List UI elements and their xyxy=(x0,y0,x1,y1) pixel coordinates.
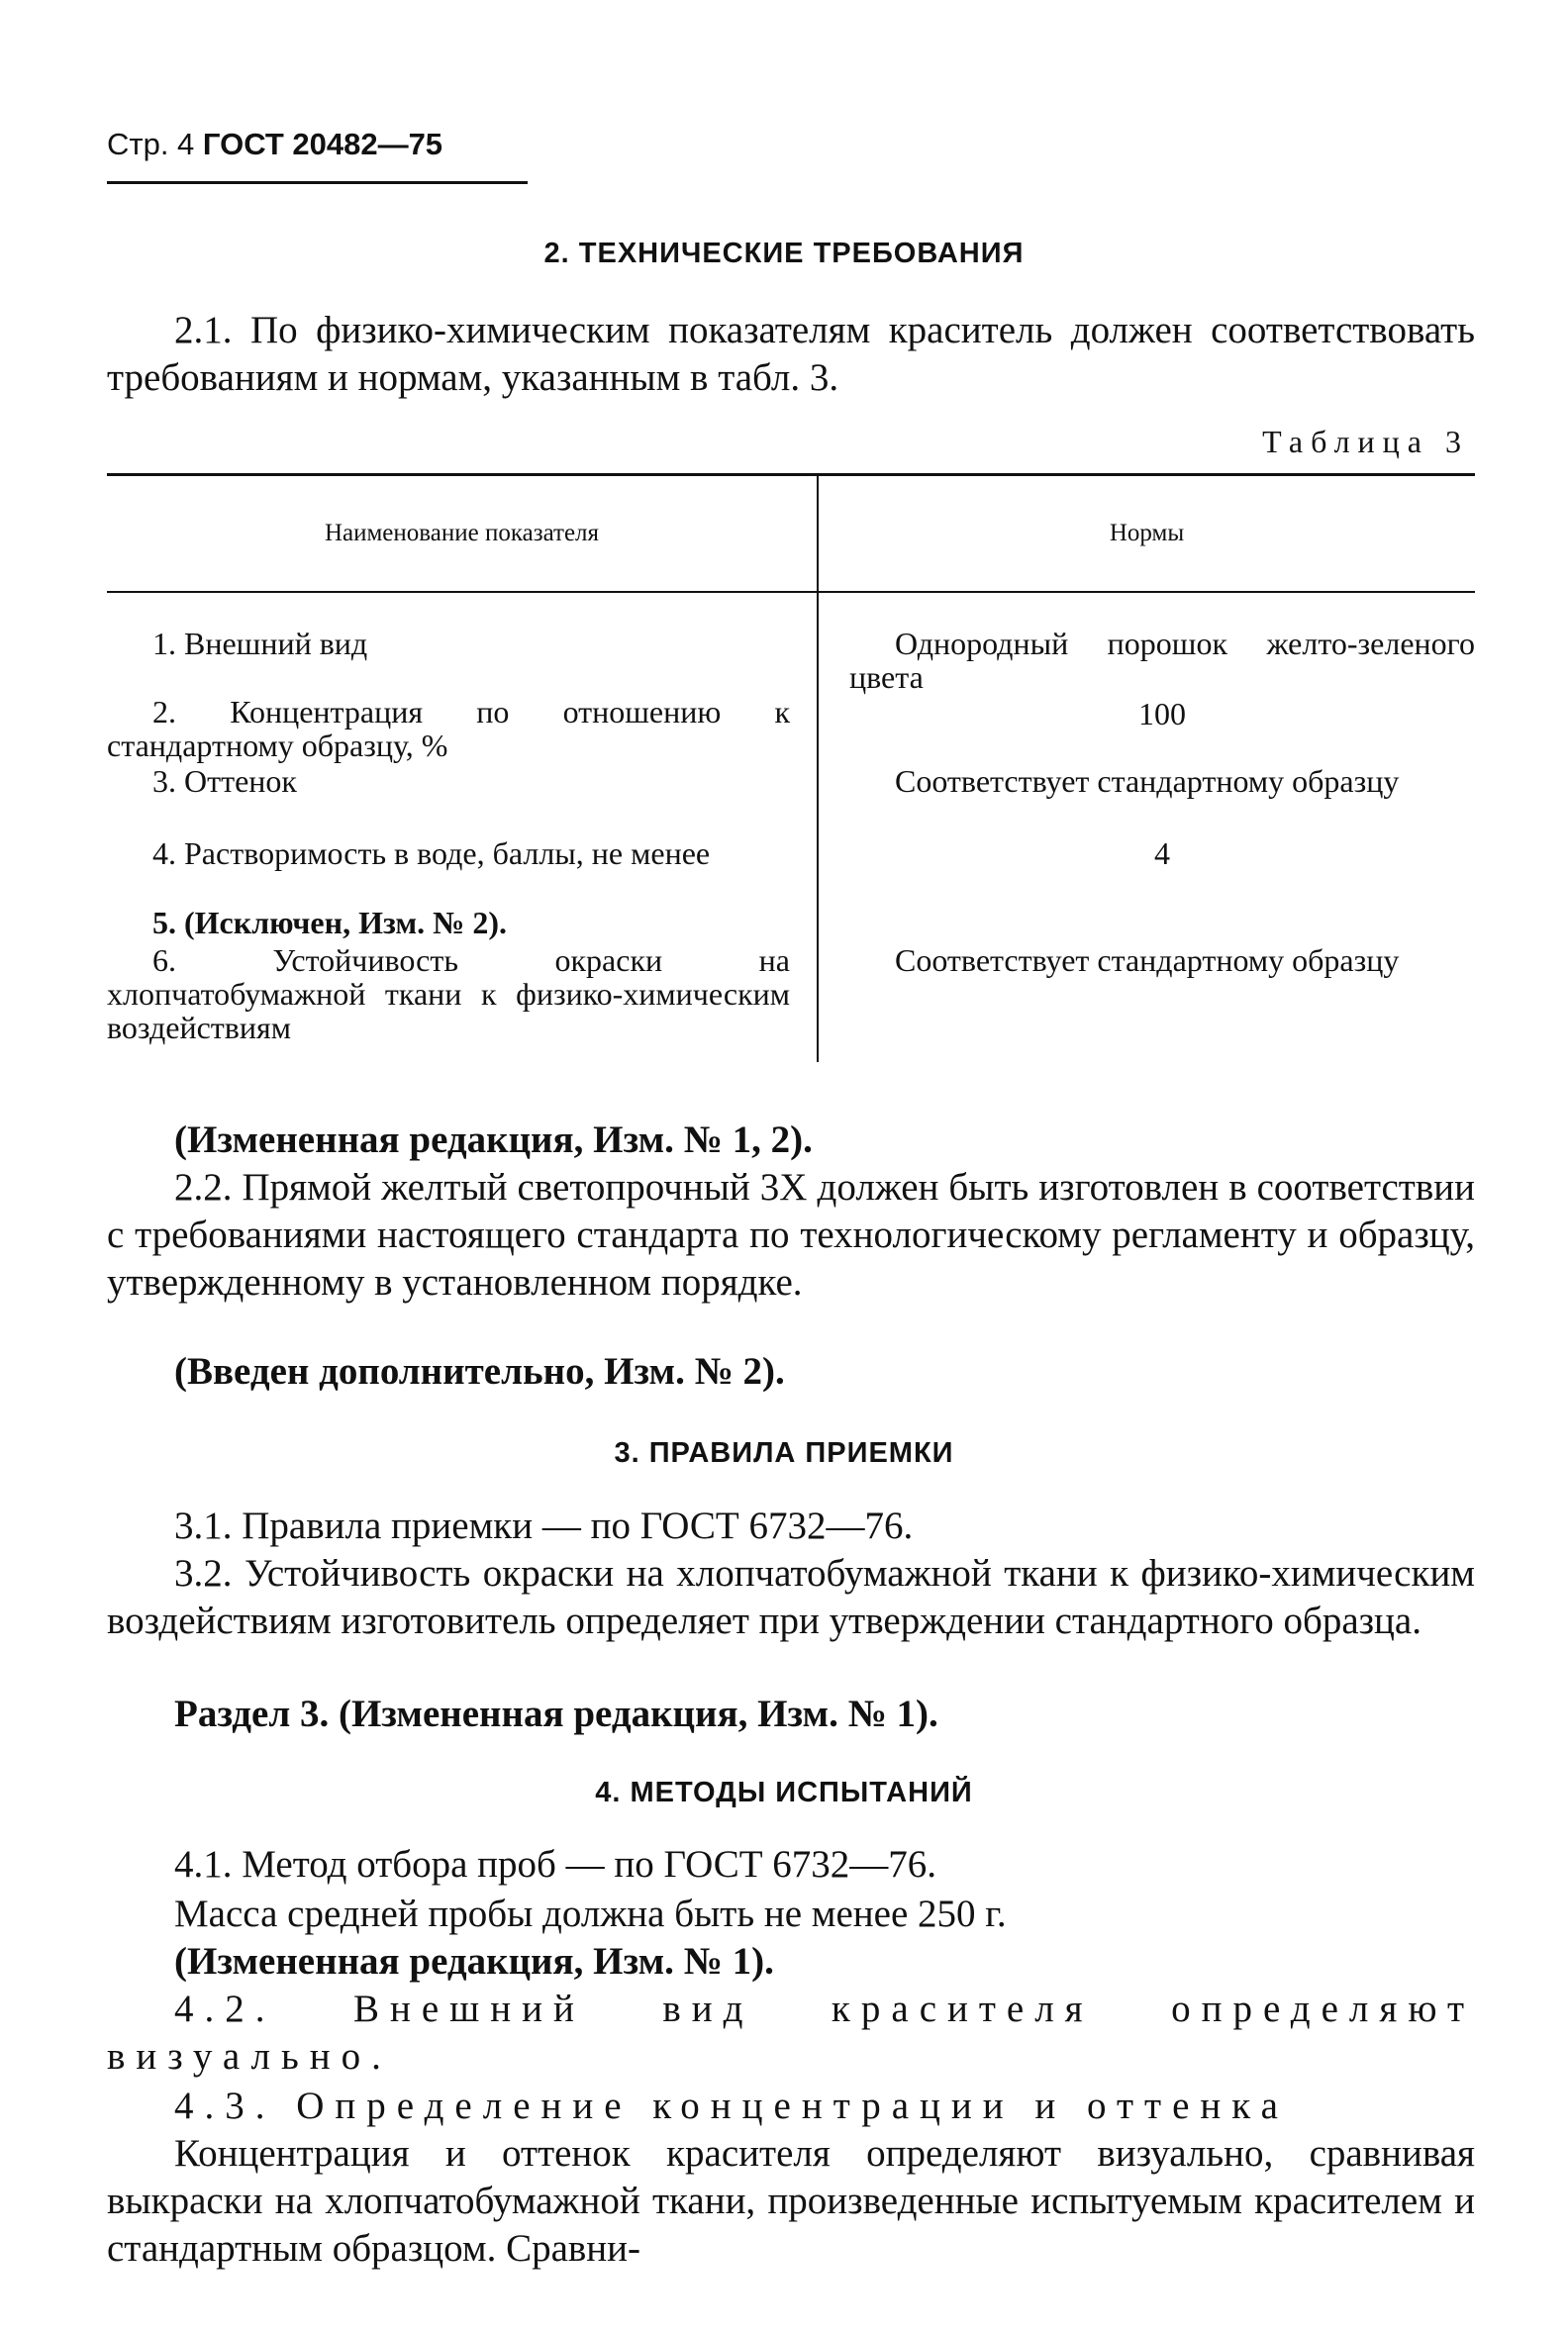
table-header-norm: Нормы xyxy=(1109,520,1185,546)
table-top-rule xyxy=(107,473,1475,476)
table-row-1-norm: Однородный порошок желто-зеленого цвета xyxy=(849,626,1475,695)
table-row-1-name: 1. Внешний вид xyxy=(152,626,368,661)
note-added-2: (Введен дополнительно, Изм. № 2). xyxy=(174,1350,785,1393)
paragraph-2-2: 2.2. Прямой желтый светопрочный 3Х должен быть изготовлен в соответствии с требованиями настоящего стандарта по технологическому регламенту и образцу, утвержденному в установленном порядке. xyxy=(107,1166,1475,1304)
section-3-title: 3. ПРАВИЛА ПРИЕМКИ xyxy=(614,1437,954,1469)
table-row-3-norm: Соответствует стандартному образцу xyxy=(895,763,1400,799)
page-header xyxy=(107,127,442,162)
table-header-rule xyxy=(107,591,1475,593)
standard-number: ГОСТ 20482—75 xyxy=(202,127,443,161)
table-row-2-norm: 100 xyxy=(1138,696,1186,731)
paragraph-4-3: Концентрация и оттенок красителя определяют визуально, сравнивая выкраски на хлопчатобумажной ткани, произведенные испытуемым красителем и стандартным образцом. Сравни- xyxy=(107,2132,1475,2270)
paragraph-4-1: 4.1. Метод отбора проб — по ГОСТ 6732—76. xyxy=(174,1843,937,1886)
section-2-title: 2. ТЕХНИЧЕСКИЕ ТРЕБОВАНИЯ xyxy=(543,238,1025,269)
table-row-6-norm: Соответствует стандартному образцу xyxy=(895,942,1400,978)
header-rule xyxy=(107,181,528,184)
paragraph-3-2: 3.2. Устойчивость окраски на хлопчатобумажной ткани к физико-химическим воздействиям изготовитель определяет при утверждении стандартного образца. xyxy=(107,1552,1475,1642)
paragraph-3-1: 3.1. Правила приемки — по ГОСТ 6732—76. xyxy=(174,1505,914,1547)
paragraph-4-3-title: 4.3. Определение концентрации и оттенка xyxy=(174,2085,1289,2127)
table-caption: Таблица 3 xyxy=(1262,424,1469,459)
section-4-title: 4. МЕТОДЫ ИСПЫТАНИЙ xyxy=(595,1777,973,1808)
note-section-4-1: (Измененная редакция, Изм. № 1). xyxy=(174,1940,774,1983)
table-row-4-norm: 4 xyxy=(1154,835,1170,871)
paragraph-4-1-mass: Масса средней пробы должна быть не менее 250 г. xyxy=(174,1893,1007,1935)
table-row-6-name: 6. Устойчивость окраски на хлопчатобумажной ткани к физико-химическим воздействиям xyxy=(107,942,790,1045)
table-row-4-name: 4. Растворимость в воде, баллы, не менее xyxy=(152,835,711,871)
table-row-5-name: 5. (Исключен, Изм. № 2). xyxy=(152,905,507,940)
page-number: Стр. 4 xyxy=(107,127,195,161)
table-row-3-name: 3. Оттенок xyxy=(152,763,297,799)
table-row-2-name: 2. Концентрация по отношению к стандартному образцу, % xyxy=(107,694,790,763)
table-header-name: Наименование показателя xyxy=(324,520,600,546)
paragraph-2-1: 2.1. По физико-химическим показателям краситель должен соответствовать требованиям и нормам, указанным в табл. 3. xyxy=(107,309,1475,399)
note-amended-1-2: (Измененная редакция, Изм. № 1, 2). xyxy=(174,1118,813,1161)
table-column-divider xyxy=(817,475,819,1062)
note-section-3: Раздел 3. (Измененная редакция, Изм. № 1). xyxy=(174,1693,938,1735)
paragraph-4-2: 4.2. Внешний вид красителя определяют визуально. xyxy=(107,1988,1475,2078)
